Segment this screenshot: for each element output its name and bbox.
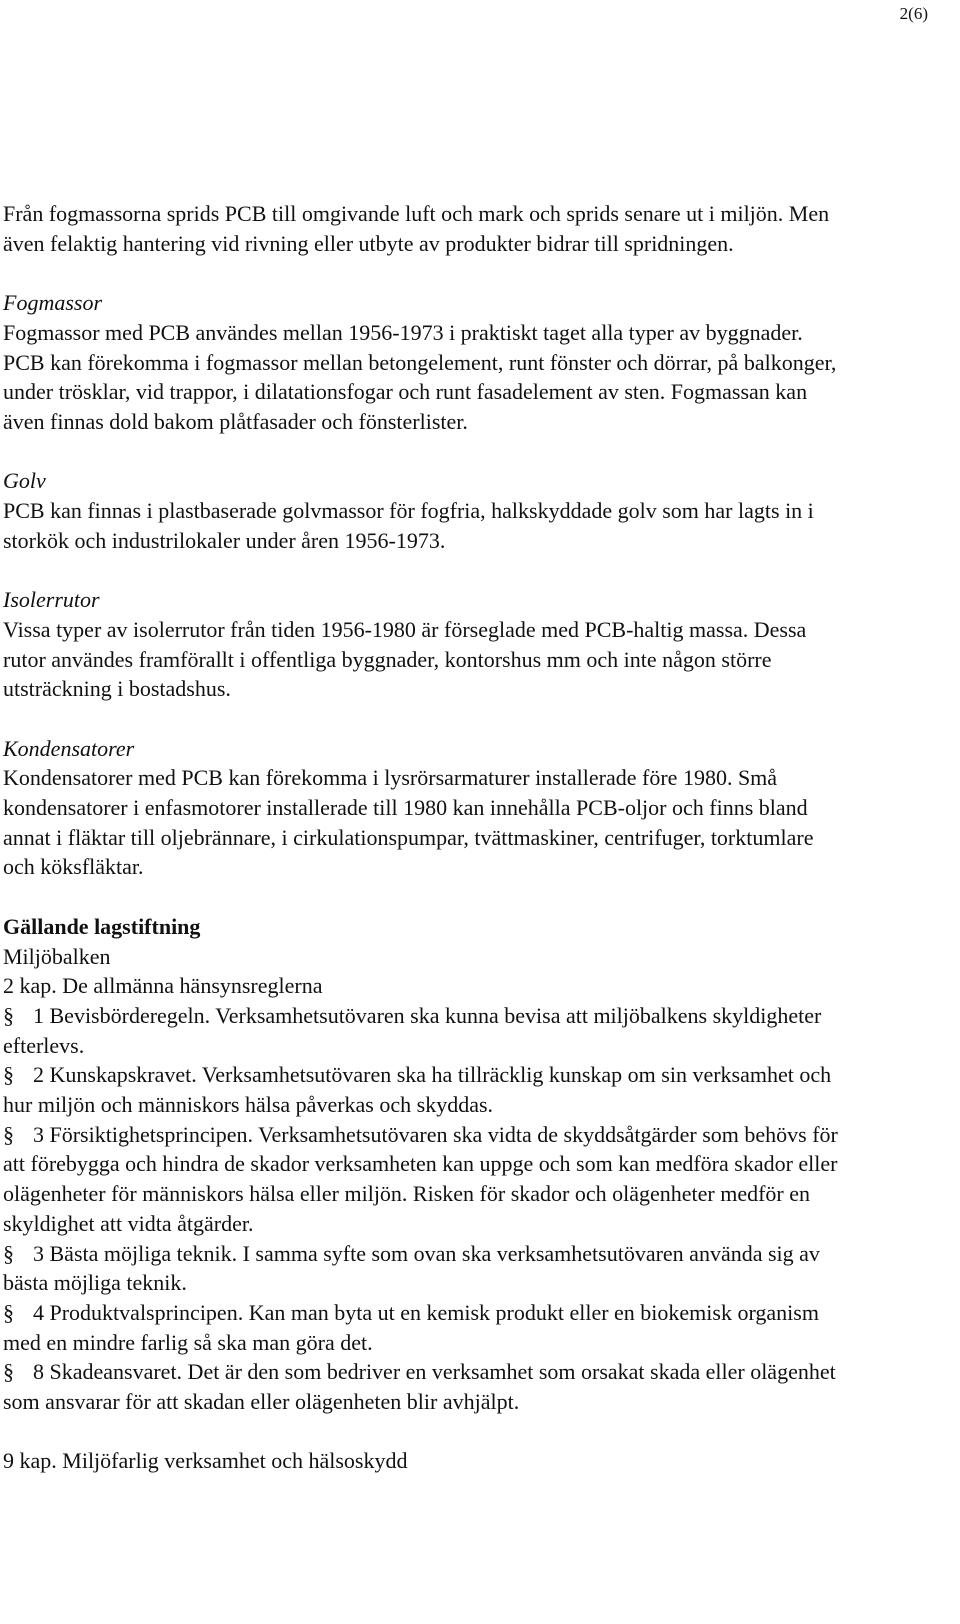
section-body: Fogmassor med PCB användes mellan 1956-1973 i praktiskt taget alla typer av byggnader. PCB kan förekomma i fogmassor mellan betongelement, runt fönster och dörrar, på balkonger, under trösklar, vid trappor, i dilatationsfogar och runt fasadelement av sten. Fogmassan kan även finnas dold bakom plåtfasader och fönsterlister.: [3, 319, 837, 434]
rule-text: 3 Bästa möjliga teknik. I samma syfte som ovan ska verksamhetsutövaren använda sig av bästa möjliga teknik.: [3, 1240, 820, 1296]
paragraph-gap: [3, 704, 843, 734]
section-body: PCB kan finnas i plastbaserade golvmassor för fogfria, halkskyddade golv som har lagts in i storkök och industrilokaler under åren 1956-1973.: [3, 498, 814, 553]
law-heading: Gällande lagstiftning: [3, 913, 201, 939]
section-golv: [3, 466, 843, 555]
law-section: [3, 912, 843, 1417]
rule-text: 1 Bevisbörderegeln. Verksamhetsutövaren ska kunna bevisa att miljöbalkens skyldigheter efterlevs.: [3, 1002, 822, 1058]
rule-item: [3, 1120, 843, 1239]
section-heading: Isolerrutor: [3, 587, 100, 613]
section-sign: §: [3, 1121, 14, 1147]
rule-text: 2 Kunskapskravet. Verksamhetsutövaren ska ha tillräcklig kunskap om sin verksamhet och hur miljön och människors hälsa påverkas och skyddas.: [3, 1062, 832, 1118]
chapter-2-title: 2 kap. De allmänna hänsynsreglerna: [3, 973, 323, 999]
document-body: [3, 199, 843, 1476]
section-isolerrutor: [3, 585, 843, 704]
page-number: 2(6): [899, 4, 928, 23]
section-heading: Fogmassor: [3, 290, 103, 316]
rule-item: [3, 1060, 843, 1119]
paragraph-gap: [3, 882, 843, 912]
section-sign: §: [3, 1002, 14, 1028]
chapter-9-title: 9 kap. Miljöfarlig verksamhet och hälsoskydd: [3, 1448, 408, 1474]
rule-text: 8 Skadeansvaret. Det är den som bedriver en verksamhet som orsakat skada eller olägenhet som ansvarar för att skadan eller olägenheten blir avhjälpt.: [3, 1359, 836, 1415]
rule-item: [3, 1298, 843, 1357]
section-body: Kondensatorer med PCB kan förekomma i lysrörsarmaturer installerade före 1980. Små kondensatorer i enfasmotorer installerade till 1980 kan innehålla PCB-oljor och finns bland annat i fläktar till oljebrännare, i cirkulationspumpar, tvättmaskiner, centrifuger, torktumlare och köksfläktar.: [3, 765, 814, 880]
law-subheading: Miljöbalken: [3, 943, 111, 969]
section-sign: §: [3, 1240, 14, 1266]
paragraph-gap: [3, 437, 843, 467]
paragraph-gap: [3, 555, 843, 585]
paragraph-gap: [3, 1417, 843, 1447]
section-sign: §: [3, 1062, 14, 1088]
intro-paragraph: Från fogmassorna sprids PCB till omgivande luft och mark och sprids senare ut i miljön. Men även felaktig hantering vid rivning eller utbyte av produkter bidrar till spridningen.: [3, 201, 830, 256]
rule-item: [3, 1357, 843, 1416]
section-sign: §: [3, 1299, 14, 1325]
rule-text: 3 Försiktighetsprincipen. Verksamhetsutövaren ska vidta de skyddsåtgärder som behövs för att förebygga och hindra de skador verksamheten kan uppge och som kan medföra skador eller olägenheter för människors hälsa eller miljön. Risken för skador och olägenheter medför en skyldighet att vidta åtgärder.: [3, 1121, 838, 1236]
section-heading: Kondensatorer: [3, 735, 135, 761]
section-kondensatorer: [3, 734, 843, 883]
section-sign: §: [3, 1359, 14, 1385]
section-heading: Golv: [3, 468, 46, 494]
paragraph-gap: [3, 258, 843, 288]
section-body: Vissa typer av isolerrutor från tiden 1956-1980 är förseglade med PCB-haltig massa. Dessa rutor användes framförallt i offentliga byggnader, kontorshus mm och inte någon större utsträckning i bostadshus.: [3, 616, 807, 702]
rule-text: 4 Produktvalsprincipen. Kan man byta ut en kemisk produkt eller en biokemisk organism med en mindre farlig så ska man göra det.: [3, 1299, 819, 1355]
rule-item: [3, 1239, 843, 1298]
rule-item: [3, 1001, 843, 1060]
section-fogmassor: [3, 288, 843, 437]
